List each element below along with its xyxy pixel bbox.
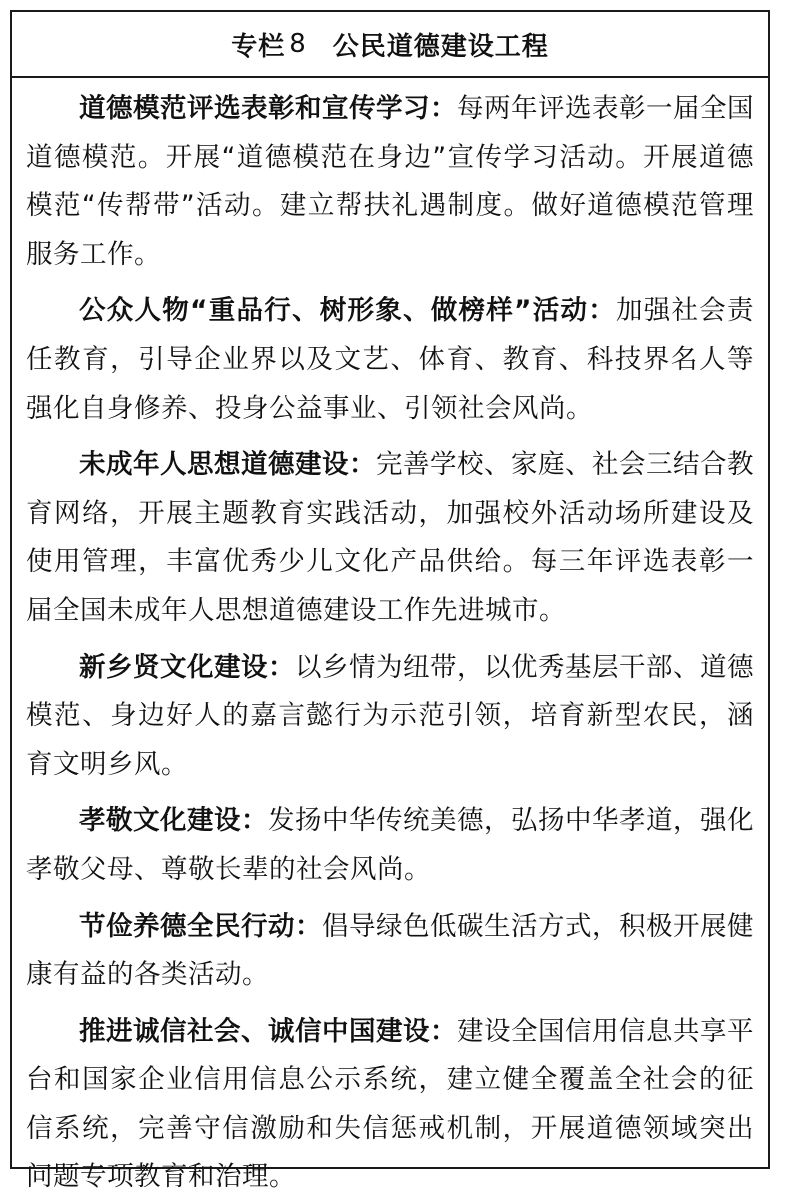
item-text: 建设全国信用信息共享平台和国家企业信用信息公示系统，建立健全覆盖全社会的征信系统，完善守信激励和失信惩戒机制，开展道德领域突出问题专项教育和治理。 <box>26 1015 754 1193</box>
item-heading: 公众人物“重品行、树形象、做榜样”活动： <box>79 295 616 327</box>
column-label: 专栏 <box>231 31 286 62</box>
column-body <box>12 78 768 1202</box>
item-text: 以乡情为纽带，以优秀基层干部、道德模范、身边好人的嘉言懿行为示范引领，培育新型农民，涵育文明乡风。 <box>26 651 754 780</box>
item-heading: 新乡贤文化建设： <box>79 651 295 683</box>
item-paragraph <box>26 287 754 433</box>
item-text: 完善学校、家庭、社会三结合教育网络，开展主题教育实践活动，加强校外活动场所建设及使用管理，丰富优秀少儿文化产品供给。每三年评选表彰一届全国未成年人思想道德建设工作先进城市。 <box>26 449 754 626</box>
item-paragraph <box>26 441 754 635</box>
item-paragraph <box>26 903 754 1000</box>
item-paragraph <box>26 797 754 894</box>
item-text: 倡导绿色低碳生活方式，积极开展健康有益的各类活动。 <box>26 910 754 991</box>
column-box <box>10 10 770 1193</box>
item-text: 加强社会责任教育，引导企业界以及文艺、体育、教育、科技界名人等强化自身修养、投身公益事业、引领社会风尚。 <box>26 295 754 424</box>
item-heading: 未成年人思想道德建设： <box>79 449 376 481</box>
column-header <box>12 12 768 78</box>
item-paragraph <box>26 644 754 790</box>
item-heading: 节俭养德全民行动： <box>79 910 322 942</box>
item-heading: 道德模范评选表彰和宣传学习： <box>79 93 457 124</box>
item-text: 发扬中华传统美德，弘扬中华孝道，强化孝敬父母、尊敬长辈的社会风尚。 <box>26 805 754 885</box>
column-number: 8 <box>289 29 307 59</box>
item-text: 每两年评选表彰一届全国道德模范。开展“道德模范在身边”宣传学习活动。开展道德模范“传帮带”活动。建立帮扶礼遇制度。做好道德模范管理服务工作。 <box>26 93 754 270</box>
item-paragraph <box>26 85 754 279</box>
column-title: 公民道德建设工程 <box>332 31 549 62</box>
item-paragraph <box>26 1008 754 1202</box>
item-heading: 推进诚信社会、诚信中国建设： <box>79 1015 457 1047</box>
item-heading: 孝敬文化建设： <box>79 805 268 837</box>
